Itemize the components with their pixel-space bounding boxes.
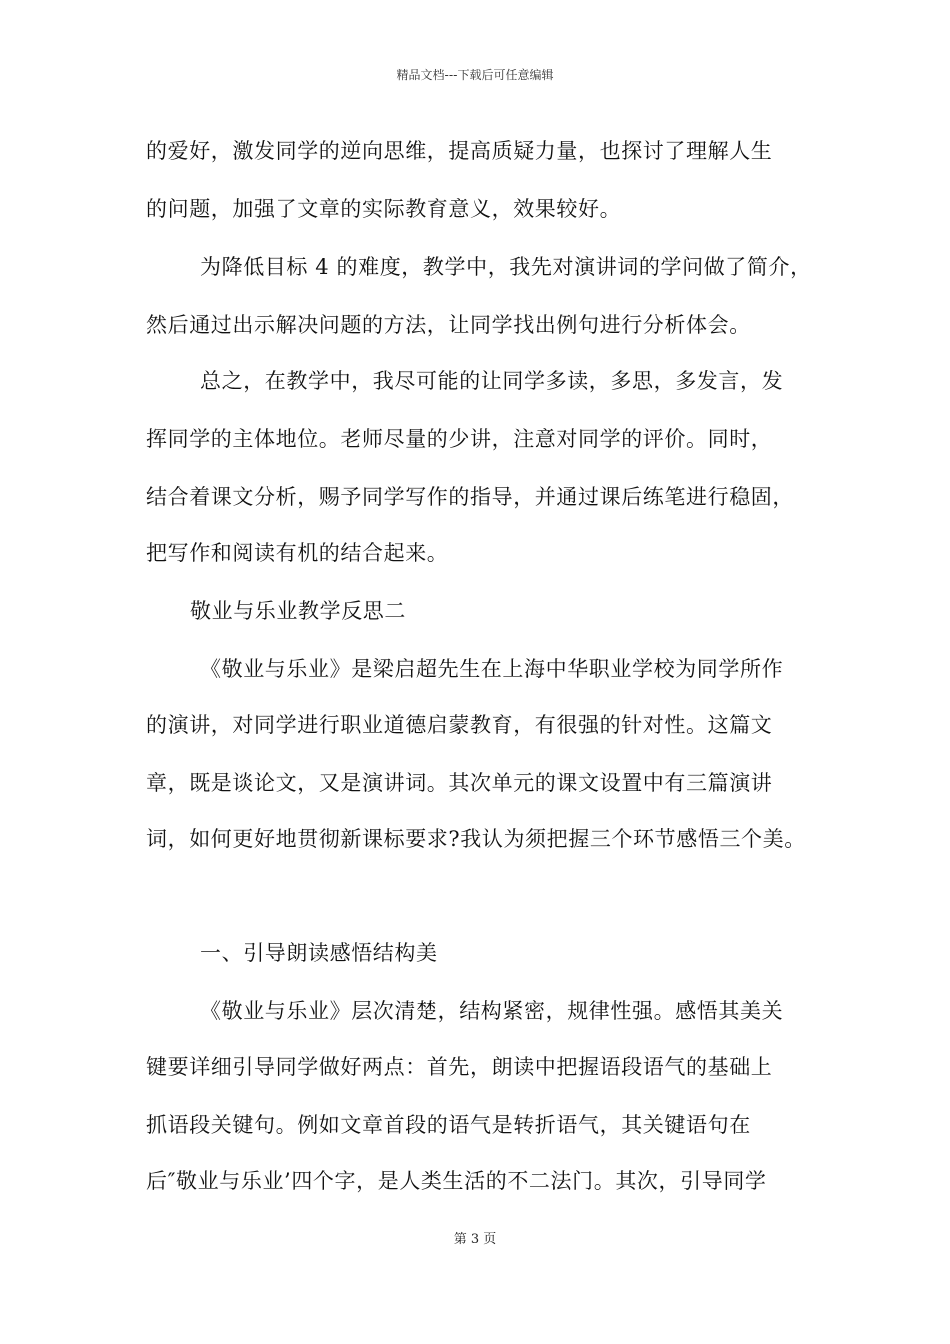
page-header: 精品文档---下载后可任意编辑 (396, 68, 554, 82)
text-line: 挥同学的主体地位。老师尽量的少讲，注意对同学的评价。同时， (146, 427, 773, 451)
text-line: 后″敬业与乐业’四个字，是人类生活的不二法门。其次，引导同学 (146, 1169, 767, 1193)
text-line: 把写作和阅读有机的结合起来。 (146, 541, 449, 565)
subsection-heading: 一、引导朗读感悟结构美 (200, 941, 438, 965)
text-line: 《敬业与乐业》层次清楚，结构紧密，规律性强。感悟其美关 (200, 999, 784, 1023)
text-line: 为降低目标 4 的难度，教学中，我先对演讲词的学问做了简介， (200, 255, 812, 279)
text-line: 的问题，加强了文章的实际教育意义，效果较好。 (146, 197, 622, 221)
text-line: 键要详细引导同学做好两点：首先，朗读中把握语段语气的基础上 (146, 1055, 773, 1079)
text-line: 的爱好，激发同学的逆向思维，提高质疑力量，也探讨了理解人生 (146, 139, 773, 163)
section-title: 敬业与乐业教学反思二 (190, 599, 406, 623)
text-line: 抓语段关键句。例如文章首段的语气是转折语气，其关键语句在 (146, 1113, 751, 1137)
text-line: 词，如何更好地贯彻新课标要求?我认为须把握三个环节感悟三个美。 (146, 827, 806, 851)
text-line: 的演讲，对同学进行职业道德启蒙教育，有很强的针对性。这篇文 (146, 713, 773, 737)
text-line: 总之，在教学中，我尽可能的让同学多读，多思，多发言，发 (200, 369, 784, 393)
page-number: 第 3 页 (453, 1232, 497, 1247)
text-line: 章，既是谈论文，又是演讲词。其次单元的课文设置中有三篇演讲 (146, 771, 773, 795)
text-line: 结合着课文分析，赐予同学写作的指导，并通过课后练笔进行稳固， (146, 485, 794, 509)
text-line: 然后通过出示解决问题的方法，让同学找出例句进行分析体会。 (146, 313, 751, 337)
text-line: 《敬业与乐业》是梁启超先生在上海中华职业学校为同学所作 (200, 657, 784, 681)
